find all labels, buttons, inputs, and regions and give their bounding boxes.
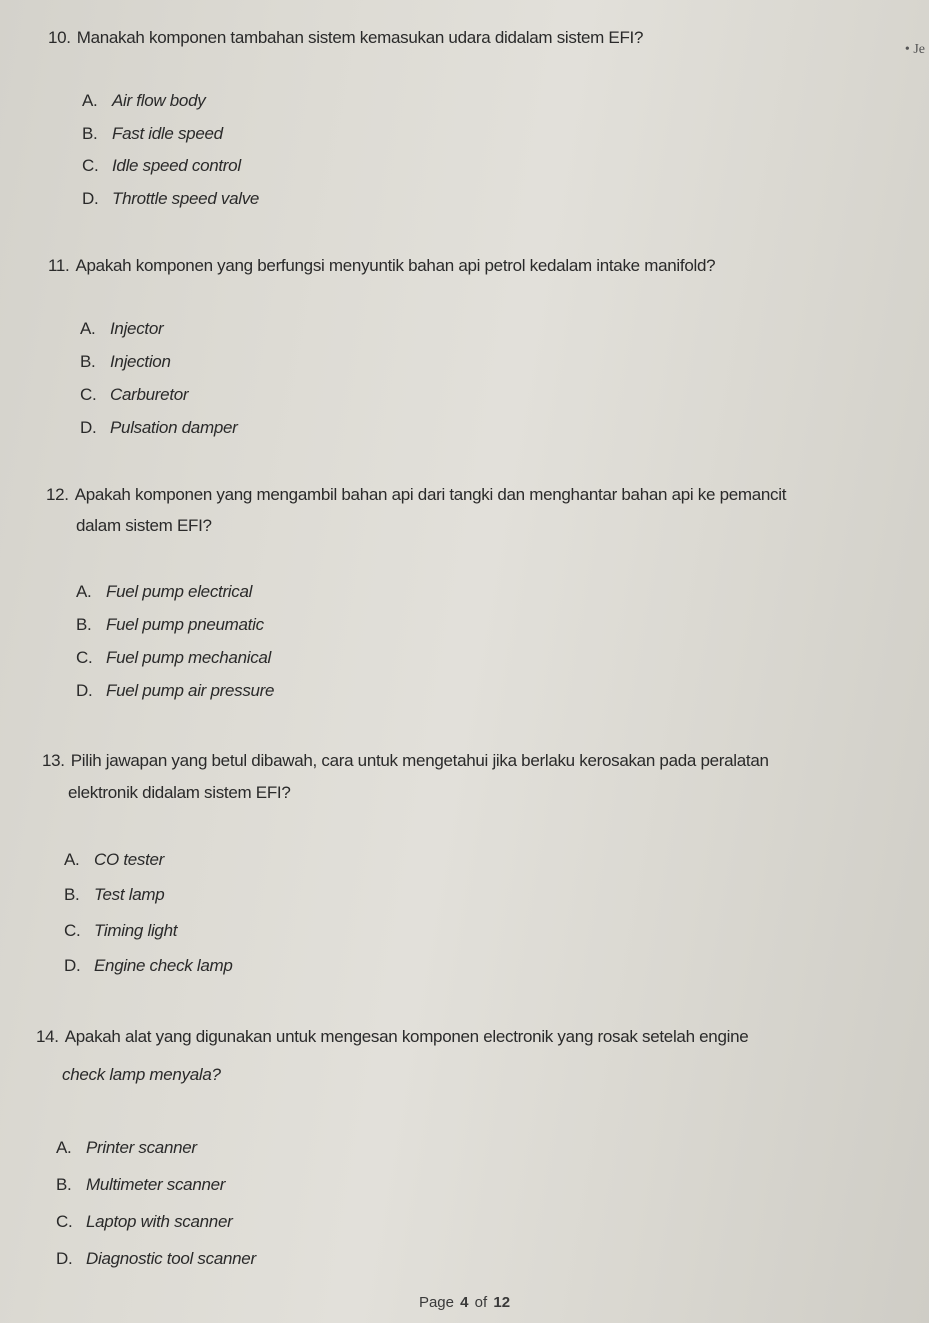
option-text: Printer scanner [86,1138,197,1157]
option-letter: C. [64,921,81,940]
option-letter: B. [76,615,92,634]
question-text: Apakah alat yang digunakan untuk mengesan komponen electronik yang rosak setelah engine [64,1027,749,1046]
option-letter: D. [76,681,93,700]
page-number-footer [0,1294,929,1311]
question-13-option-b [64,885,164,905]
question-11-option-b [80,352,171,372]
question-12-option-d [76,681,274,701]
question-10-option-c [82,156,241,176]
option-letter: A. [82,91,98,110]
question-13-option-d [64,956,233,976]
option-letter: C. [76,648,93,667]
question-number: 12. [46,485,69,504]
option-text: Fuel pump pneumatic [106,615,264,634]
question-11-option-a [80,319,163,339]
option-letter: C. [82,156,99,175]
question-14 [36,1027,926,1047]
question-12-option-b [76,615,264,635]
option-text: Multimeter scanner [86,1175,226,1194]
question-text: Pilih jawapan yang betul dibawah, cara untuk mengetahui jika berlaku kerosakan pada peralatan [70,751,769,770]
question-12-continuation: dalam sistem EFI? [76,516,212,535]
option-text: Throttle speed valve [112,189,260,208]
question-10-option-d [82,189,259,209]
question-text: Manakah komponen tambahan sistem kemasukan udara didalam sistem EFI? [76,28,644,47]
option-text: Fast idle speed [112,124,223,143]
question-number: 11. [48,256,70,275]
question-text: Apakah komponen yang berfungsi menyuntik bahan api petrol kedalam intake manifold? [75,256,716,275]
option-text: Fuel pump air pressure [106,681,275,700]
question-14-option-a [56,1138,197,1158]
option-letter: C. [80,385,97,404]
option-text: Air flow body [112,91,206,110]
option-letter: D. [56,1249,73,1268]
option-text: Injector [110,319,164,338]
question-10-option-b [82,124,223,144]
question-14-option-d [56,1249,256,1269]
question-11 [48,256,715,276]
question-10-option-a [82,91,205,111]
total-pages: 12 [493,1294,511,1311]
option-text: Laptop with scanner [86,1212,233,1231]
option-text: Injection [110,352,171,371]
option-letter: B. [80,352,96,371]
option-letter: D. [64,956,81,975]
option-letter: A. [76,582,92,601]
option-text: Pulsation damper [110,418,238,437]
question-number: 14. [36,1027,59,1046]
option-letter: B. [64,885,80,904]
question-13 [42,751,928,771]
question-number: 10. [48,28,71,47]
of-word: of [474,1294,488,1311]
question-13-continuation: elektronik didalam sistem EFI? [68,783,291,802]
question-11-option-c [80,385,188,405]
option-text: Timing light [94,921,178,940]
question-14-continuation: check lamp menyala? [62,1065,221,1084]
question-11-option-d [80,418,238,438]
question-12 [46,485,926,505]
question-13-option-a [64,850,164,870]
option-text: Test lamp [94,885,165,904]
option-letter: A. [64,850,80,869]
question-13-option-c [64,921,177,941]
page-word: Page [418,1294,454,1311]
option-text: Diagnostic tool scanner [86,1249,256,1268]
option-letter: C. [56,1212,73,1231]
option-letter: D. [82,189,99,208]
question-14-option-b [56,1175,225,1195]
option-text: Fuel pump electrical [106,582,253,601]
option-letter: D. [80,418,97,437]
option-letter: A. [80,319,96,338]
question-12-option-a [76,582,252,602]
margin-note: • Je [904,42,925,57]
option-letter: A. [56,1138,72,1157]
option-letter: B. [82,124,98,143]
question-14-option-c [56,1212,232,1232]
option-text: Fuel pump mechanical [106,648,272,667]
option-text: Carburetor [110,385,189,404]
option-text: Engine check lamp [94,956,233,975]
question-text: Apakah komponen yang mengambil bahan api dari tangki dan menghantar bahan api ke pemancit [74,485,787,504]
question-10 [48,28,643,48]
question-number: 13. [42,751,65,770]
current-page: 4 [460,1294,469,1311]
option-text: CO tester [94,850,165,869]
option-text: Idle speed control [112,156,241,175]
question-12-option-c [76,648,271,668]
option-letter: B. [56,1175,72,1194]
